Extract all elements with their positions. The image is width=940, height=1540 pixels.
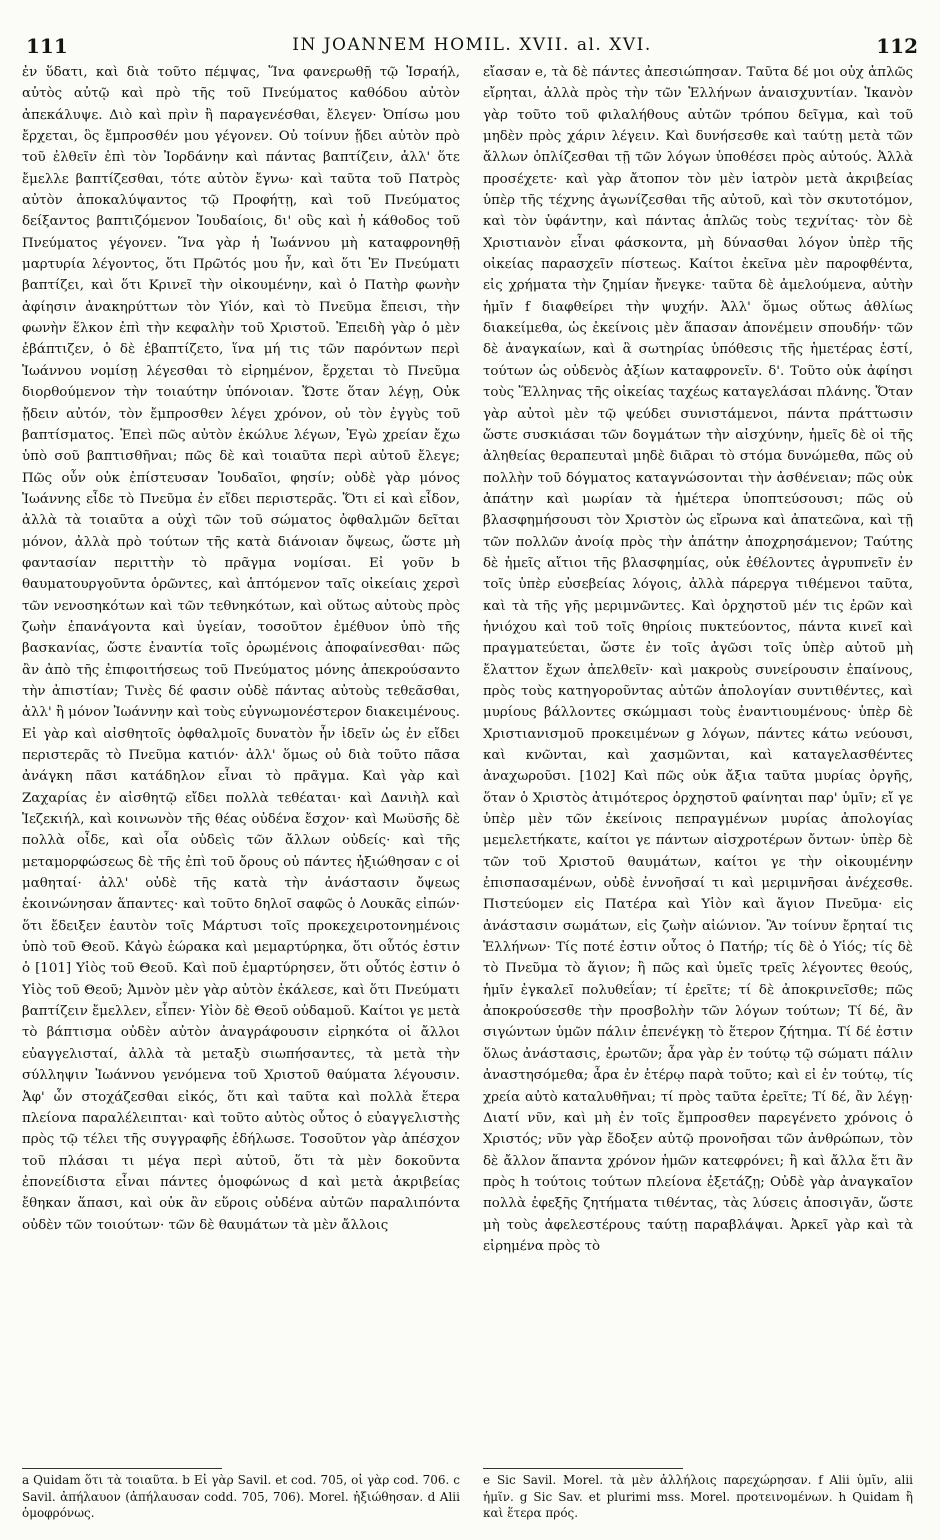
footnotes-right: e Sic Savil. Morel. τὰ μὲν ἀλλήλοις παρεχώρησαν. f Alii ὑμῖν, alii ἡμῖν. g Sic Sav. et plurimi mss. Morel. προτεινομένων. h Quidam ἢ καὶ ἕτερα πρός. (483, 1473, 913, 1520)
running-title: IN JOANNEM HOMIL. XVII. al. XVI. (292, 35, 652, 55)
right-text-column: εἴασαν e, τὰ δὲ πάντες ἀπεσιώπησαν. Ταῦτα δέ μοι οὐχ ἁπλῶς εἴρηται, ἀλλὰ πρὸς τὴν τῶν Ἑλλήνων ἀναισχυντίαν. Ἱκανὸν γὰρ τοῦτο τοῦ φιλαλήθους αὐτῶν τρόπου δεῖγμα, καὶ τοῦ μηδὲν πρὸς χάριν λέγειν. Καὶ δυνήσεσθε καὶ ταύτῃ μετὰ τῶν ἄλλων ὁπλίζεσθαι τῇ τῶν λόγων ὑποθέσει πρὸς αὐτούς. Ἀλλὰ προσέχετε· καὶ γὰρ ἄτοπον τὸν μὲν ἰατρὸν μετὰ ἀκριβείας ὑπὲρ τῆς τέχνης ἀγωνίζεσθαι τῆς αὐτοῦ, καὶ τὸν σκυτοτόμον, καὶ τὸν ὑφάντην, καὶ πάντας ἁπλῶς τοὺς τεχνίτας· τὸν δὲ Χριστιανὸν εἶναι φάσκοντα, μὴ δύνασθαι λόγον ὑπὲρ τῆς οἰκείας παρασχεῖν πίστεως. Καίτοι ἐκεῖνα μὲν παροφθέντα, εἰς χρήματα τὴν ζημίαν ἤνεγκε· ταῦτα δὲ ἀμελούμενα, αὐτὴν ἡμῖν f διαφθείρει τὴν ψυχήν. Ἀλλ' ὅμως οὕτως ἀθλίως διακείμεθα, ὡς ἐκείνοις μὲν ἅπασαν ἀπονέμειν σπουδήν· τῶν δὲ ἀναγκαίων, καὶ ἃ σωτηρίας ὑπόθεσις τῆς ἡμετέρας ἐστί, τούτων ὡς οὐδενὸς ἀξίων καταφρονεῖν. δ'. Τοῦτο οὐκ ἀφίησι τοὺς Ἕλληνας τῆς οἰκείας ταχέως καταγελάσαι πλάνης. Ὅταν γὰρ αὐτοὶ μὲν τῷ ψεύδει συνιστάμενοι, πάντα πράττωσιν ὥστε συσκιάσαι τῶν δογμάτων τὴν αἰσχύνην, ἡμεῖς δὲ οἱ τῆς ἀληθείας θεραπευταὶ μηδὲ διᾶραι τὸ στόμα δυνώμεθα, πῶς οὐ πολλὴν τοῦ δόγματος καταγνώσονται τὴν ἀσθένειαν; πῶς οὐκ ἀπάτην καὶ μωρίαν τὰ ἡμέτερα ὑποπτεύσουσι; πῶς οὐ βλασφημήσουσι τὸν Χριστὸν ὡς εἴρωνα καὶ ἀπατεῶνα, καὶ τῇ τῶν πολλῶν ἀνοίᾳ πρὸς τὴν ἀπάτην ἀποχρησάμενον; Ταύτης δὲ ἡμεῖς αἴτιοι τῆς βλασφημίας, οὐκ ἐθέλοντες ἀγρυπνεῖν ἐν τοῖς ὑπὲρ εὐσεβείας λόγοις, ἀλλὰ πάρεργα τιθέμενοι ταῦτα, καὶ τὰ τῆς γῆς μεριμνῶντες. Καὶ ὀρχηστοῦ μέν τις ἐρῶν καὶ ἡνιόχου καὶ τοῦ τοῖς θηρίοις πυκτεύοντος, πάντα κινεῖ καὶ πραγματεύεται, ὥστε ἐν τοῖς ἀγῶσι τοῖς ὑπὲρ αὐτοῦ μὴ ἔλαττον ἔχων ἀπελθεῖν· καὶ μακροὺς συνείρουσιν ἐπαίνους, πρὸς τοὺς κατηγοροῦντας αὐτῶν ἀπολογίαν συντιθέντες, καὶ μυρίους βάλλοντες σκώμμασι τοὺς ἐναντιουμένους· ὑπὲρ δὲ Χριστιανισμοῦ προκειμένων g λόγων, πάντες κάτω νεύουσι, καὶ κνῶνται, καὶ χασμῶνται, καὶ καταγελασθέντες ἀναχωροῦσι. [102] Καὶ πῶς οὐκ ἄξια ταῦτα μυρίας ὀργῆς, ὅταν ὁ Χριστὸς ἀτιμότερος ὀρχηστοῦ φαίνηται παρ' ὑμῖν; εἴ γε ὑπὲρ μὲν τῶν ἐκείνοις πεπραγμένων μυρίας ἀπολογίας μεμελετήκατε, καίτοι γε πάντων αἰσχροτέρων ὄντων· ὑπὲρ δὲ τῶν τοῦ Χριστοῦ θαυμάτων, καίτοι γε τὴν οἰκουμένην ἐπισπασαμένων, οὐδὲ ἐννοῆσαί τι καὶ μεριμνῆσαι ἀνέχεσθε. Πιστεύομεν εἰς Πατέρα καὶ Υἱὸν καὶ ἅγιον Πνεῦμα· εἰς ἀνάστασιν σωμάτων, εἰς ζωὴν αἰώνιον. Ἂν τοίνυν ἔρηταί τις Ἑλλήνων· Τίς ποτέ ἐστιν οὗτος ὁ Πατήρ; τίς δὲ ὁ Υἱός; τίς δὲ τὸ Πνεῦμα τὸ ἅγιον; ἢ πῶς καὶ ὑμεῖς τρεῖς λέγοντες θεούς, ἡμῖν ἐγκαλεῖ πολυθεΐαν; τί ἐρεῖτε; τί δὲ ἀποκρινεῖσθε; πῶς ἀποκρούσεσθε τὴν προσβολὴν τῶν λόγων τούτων; Τί δέ, ἂν σιγώντων ὑμῶν πάλιν ἐπενέγκῃ τὸ ἕτερον ζήτημα. Τί δέ ἐστιν ὅλως ἀνάστασις, ἐρωτῶν; ἆρα γὰρ ἐν τούτῳ τῷ σώματι πάλιν ἀναστησόμεθα; ἆρα ἐν ἑτέρῳ παρὰ τοῦτο; καὶ εἰ ἐν τούτῳ, τίς χρεία αὐτὸ καταλυθῆναι; τί πρὸς ταῦτα ἐρεῖτε; Τί δέ, ἂν λέγῃ· Διατί νῦν, καὶ μὴ ἐν τοῖς ἔμπροσθεν παρεγένετο χρόνοις ὁ Χριστός; νῦν γὰρ ἔδοξεν αὐτῷ προνοῆσαι τῶν ἀνθρώπων, τὸν δὲ ἄλλον ἅπαντα χρόνον ἡμῶν κατεφρόνει; ἢ καὶ ἄλλα ἔτι ἂν πρὸς h τούτοις τούτων πλείονα ἐξετάζῃ; Οὐδὲ γὰρ ἀναγκαῖον πολλὰ ἐφεξῆς ζητήματα τιθέντας, τὰς λύσεις ἀποσιγᾶν, ὥστε μὴ τοὺς ἀφελεστέρους ταύτῃ παραβλάψαι. Ἀρκεῖ γὰρ καὶ τὰ εἰρημένα πρὸς τὸ (483, 65, 913, 1254)
footnotes-left: a Quidam ὅτι τὰ τοιαῦτα. b Εἰ γὰρ Savil. et cod. 705, οἱ γὰρ cod. 706. c Savil. ἀπήλαυον (ἀπήλαυσαν codd. 705, 706). Morel. ἠξιώθησαν. d Alii ὁμοφρόνως. (22, 1473, 460, 1520)
page-number-right: 112 (876, 34, 918, 58)
footnote-rule-right (483, 1468, 683, 1469)
running-header (26, 34, 918, 60)
footnote-rule-left (22, 1468, 222, 1469)
page-number-left: 111 (26, 34, 68, 58)
left-text-column: ἐν ὕδατι, καὶ διὰ τοῦτο πέμψας, Ἵνα φανερωθῇ τῷ Ἰσραήλ, αὐτὸς αὐτῷ καὶ πρὸ τῆς τοῦ Πνεύματος καθόδου αὐτὸν ἀπεκάλυψε. Διὸ καὶ πρὶν ἢ παραγενέσθαι, ἔλεγεν· Ὀπίσω μου ἔρχεται, ὃς ἔμπροσθέν μου γέγονεν. Οὐ τοίνυν ᾔδει αὐτὸν πρὸ τοῦ ἐλθεῖν ἐπὶ τὸν Ἰορδάνην καὶ πάντας βαπτίζειν, ἀλλ' ὅτε ἔμελλε βαπτίζεσθαι, τότε αὐτὸν ἔγνω· καὶ ταῦτα τοῦ Πατρὸς αὐτὸν ἀποκαλύψαντος τῷ Προφήτῃ, καὶ τοῦ Πνεύματος δείξαντος βαπτιζόμενον Ἰουδαίοις, δι' οὓς καὶ ἡ κάθοδος τοῦ Πνεύματος γέγονεν. Ἵνα γὰρ ἡ Ἰωάννου μὴ καταφρονηθῇ μαρτυρία λέγοντος, ὅτι Πρῶτός μου ἦν, καὶ ὅτι Ἐν Πνεύματι βαπτίζει, καὶ ὅτι Κρινεῖ τὴν οἰκουμένην, καὶ ὁ Πατὴρ φωνὴν ἀφίησιν ἀνακηρύττων τὸν Υἱόν, καὶ τὸ Πνεῦμα ἔπεισι, τὴν φωνὴν ἕλκον ἐπὶ τὴν κεφαλὴν τοῦ Χριστοῦ. Ἐπειδὴ γὰρ ὁ μὲν ἐβάπτιζεν, ὁ δὲ ἐβαπτίζετο, ἵνα μή τις τῶν παρόντων περὶ Ἰωάννου νομίσῃ λέγεσθαι τὸ εἰρημένον, ἔρχεται τὸ Πνεῦμα διορθούμενον τὴν τοιαύτην ὑπόνοιαν. Ὥστε ὅταν λέγῃ, Οὐκ ᾔδειν αὐτόν, τὸν ἔμπροσθεν λέγει χρόνον, οὐ τὸν ἐγγὺς τοῦ βαπτίσματος. Ἐπεὶ πῶς αὐτὸν ἐκώλυε λέγων, Ἐγὼ χρείαν ἔχω ὑπὸ σοῦ βαπτισθῆναι; πῶς δὲ καὶ τοιαῦτα περὶ αὐτοῦ ἔλεγε; Πῶς οὖν οὐκ ἐπίστευσαν Ἰουδαῖοι, φησίν; οὐδὲ γὰρ μόνος Ἰωάννης εἶδε τὸ Πνεῦμα ἐν εἴδει περιστερᾶς. Ὅτι εἰ καὶ εἶδον, ἀλλὰ τὰ τοιαῦτα a οὐχὶ τῶν τοῦ σώματος ὀφθαλμῶν δεῖται μόνον, ἀλλὰ πρὸ τούτων τῆς κατὰ διάνοιαν ὄψεως, ὥστε μὴ φαντασίαν περιττὴν τὸ πρᾶγμα νομίσαι. Εἰ γοῦν b θαυματουργοῦντα ὁρῶντες, καὶ ἁπτόμενον ταῖς οἰκείαις χερσὶ τῶν νενοσηκότων καὶ τῶν τεθνηκότων, καὶ οὕτως αὐτοὺς πρὸς ζωὴν ἐπανάγοντα καὶ ὑγείαν, τοσοῦτον ἐμέθυον ὑπὸ τῆς βασκανίας, ὥστε ἐναντία τοῖς ὁρωμένοις ἀποφαίνεσθαι· πῶς ἂν ἀπὸ τῆς ἐπιφοιτήσεως τοῦ Πνεύματος μόνης ἀπεκρούσαντο τὴν ἀπιστίαν; Τινὲς δέ φασιν οὐδὲ πάντας αὐτοὺς τεθεᾶσθαι, ἀλλ' ἢ μόνον Ἰωάννην καὶ τοὺς εὐγνωμονέστερον διακειμένους. Εἰ γὰρ καὶ αἰσθητοῖς ὀφθαλμοῖς δυνατὸν ἦν ἰδεῖν ὡς ἐν εἴδει περιστερᾶς τὸ Πνεῦμα κατιόν· ἀλλ' ὅμως οὐ διὰ τοῦτο πᾶσα ἀνάγκη πᾶσι κατάδηλον εἶναι τὸ πρᾶγμα. Καὶ γὰρ καὶ Ζαχαρίας ἐν αἰσθητῷ εἴδει πολλὰ τεθέαται· καὶ Δανιὴλ καὶ Ἰεζεκιήλ, καὶ κοινωνὸν τῆς θέας οὐδένα ἔσχον· καὶ Μωϋσῆς δὲ πολλὰ οἶδε, καὶ οἷα οὐδεὶς τῶν ἄλλων οὐδείς· καὶ τῆς μεταμορφώσεως δὲ τῆς ἐπὶ τοῦ ὄρους οὐ πάντες ἠξιώθησαν c οἱ μαθηταί· ἀλλ' οὐδὲ τῆς κατὰ τὴν ἀνάστασιν ὄψεως ἐκοινώνησαν ἅπαντες· καὶ τοῦτο δηλοῖ σαφῶς ὁ Λουκᾶς εἰπών· ὅτι ἔδειξεν ἑαυτὸν τοῖς Μάρτυσι τοῖς προκεχειροτονημένοις ὑπὸ τοῦ Θεοῦ. Κἀγὼ ἑώρακα καὶ μεμαρτύρηκα, ὅτι οὗτός ἐστιν ὁ [101] Υἱὸς τοῦ Θεοῦ. Καὶ ποῦ ἐμαρτύρησεν, ὅτι οὗτός ἐστιν ὁ Υἱὸς τοῦ Θεοῦ; Ἀμνὸν μὲν γὰρ αὐτὸν ἐκάλεσε, καὶ ὅτι Πνεύματι βαπτίζειν ἔμελλεν, εἶπεν· Υἱὸν δὲ Θεοῦ οὐδαμοῦ. Καίτοι γε μετὰ τὸ βάπτισμα οὐδὲν αὐτὸν ἀναγράφουσιν εἰρηκότα οἱ ἄλλοι εὐαγγελισταί, ἀλλὰ τὰ μεταξὺ σιωπήσαντες, τὰ μετὰ τὴν σύλληψιν Ἰωάννου γενόμενα τοῦ Χριστοῦ θαύματα λέγουσιν. Ἀφ' ὧν στοχάζεσθαι εἰκός, ὅτι καὶ ταῦτα καὶ πολλὰ ἕτερα πλείονα παραλέλειπται· καὶ τοῦτο αὐτὸς οὗτος ὁ εὐαγγελιστὴς πρὸς τῷ τέλει τῆς συγγραφῆς ἐδήλωσε. Τοσοῦτον γὰρ ἀπέσχον τοῦ πλάσαι τι μέγα περὶ αὐτοῦ, ὅτι τὰ μὲν δοκοῦντα ἐπονείδιστα εἶναι πάντες ὁμοφώνως d καὶ μετὰ ἀκριβείας ἔθηκαν ἅπασι, καὶ οὐκ ἂν εὕροις οὐδένα αὐτῶν παραλιπόντα οὐδὲν τῶν τοιούτων· τῶν δὲ θαυμάτων τὰ μὲν ἄλλοις (22, 65, 460, 1233)
